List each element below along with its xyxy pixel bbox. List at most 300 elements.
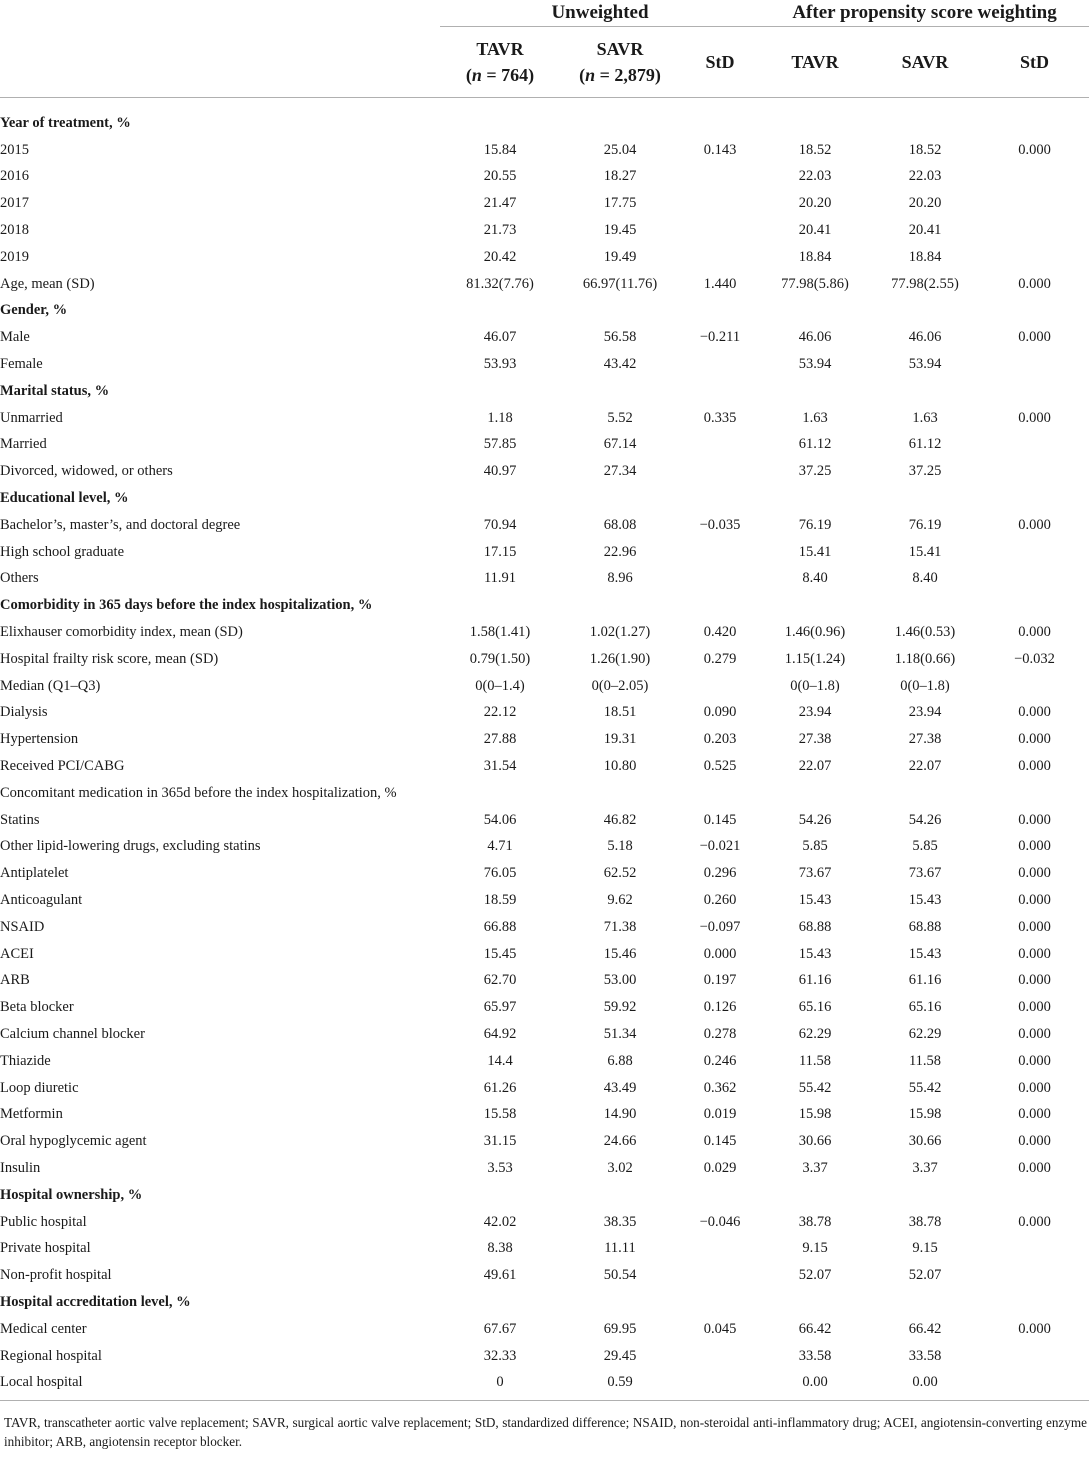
col-n: 764 [501,65,529,85]
col-label: SAVR [596,39,644,59]
table-row [0,1101,1089,1128]
table-row [0,914,1089,941]
table-cell: 27.88 [483,731,517,748]
table-cell: 8.40 [912,570,938,587]
table-cell: 9.15 [802,1240,828,1257]
row-label: Private hospital [0,1240,91,1257]
table-cell: 68.88 [798,918,832,935]
table-cell [760,485,870,512]
table-cell [870,298,980,325]
table-cell: 76.05 [483,865,517,882]
row-label: 2019 [0,248,29,265]
table-row [0,566,1089,593]
table-row [0,1262,1089,1289]
col-tavr-unweighted: TAVR (n = 764) [465,39,535,85]
table-cell: −0.097 [699,918,741,935]
table-cell: 0.000 [1018,1025,1051,1042]
table-cell: 64.92 [483,1025,517,1042]
table-cell: 20.20 [908,195,942,212]
table-row [0,378,1089,405]
table-cell [560,592,680,619]
table-cell [760,780,870,807]
table-row [0,485,1089,512]
table-cell: 0.279 [703,650,737,667]
table-row [0,941,1089,968]
table-row [0,298,1089,325]
table-cell: 3.53 [487,1159,513,1176]
table-cell: 0.525 [703,758,737,775]
table-cell: 0.045 [703,1320,737,1337]
table-cell: 1.18 [487,409,513,426]
row-label: Insulin [0,1159,41,1176]
table-cell: 77.98(5.86) [781,275,849,292]
table-cell: −0.046 [699,1213,741,1230]
table-cell: 30.66 [798,1133,832,1150]
table-cell: 46.06 [908,329,942,346]
table-cell: 15.58 [483,1106,517,1123]
table-cell [680,539,760,566]
table-cell [870,1182,980,1209]
row-label: Dialysis [0,704,48,721]
table-cell: 17.15 [483,543,517,560]
table-cell: 67.14 [603,436,637,453]
table-cell: 15.41 [908,543,942,560]
table-row [0,619,1089,646]
table-cell: 20.41 [908,222,942,239]
table-cell: 8.96 [607,570,633,587]
table-cell: 38.35 [603,1213,637,1230]
table-cell: 52.07 [798,1267,832,1284]
table-cell [760,592,870,619]
table-cell [680,217,760,244]
table-cell: 0.000 [1018,892,1051,908]
row-label: Hypertension [0,731,79,748]
section-label: Educational level, % [0,490,129,507]
col-std-unweighted: StD [705,52,735,72]
table-cell: 4.71 [487,838,513,855]
table-cell: 20.55 [483,168,517,185]
table-row [0,1075,1089,1102]
table-cell: 11.58 [798,1052,832,1069]
table-cell: 9.15 [912,1240,938,1257]
table-cell: 0.000 [1018,1052,1051,1069]
row-label: High school graduate [0,543,125,560]
table-cell: 21.73 [483,222,517,239]
table-cell [980,1369,1089,1400]
table-cell: 15.43 [908,892,942,908]
table-cell: 0.000 [1018,275,1051,292]
table-cell: 1.18(0.66) [894,650,956,667]
table-cell [560,110,680,137]
table-row [0,405,1089,432]
table-cell: 0.145 [703,811,737,828]
table-cell [680,1182,760,1209]
table-cell [980,673,1089,700]
table-cell: 43.42 [603,356,637,373]
table-cell: 27.38 [908,731,942,748]
table-cell: 19.31 [603,731,637,748]
table-cell: 62.70 [483,972,517,989]
table-cell: 11.58 [908,1052,942,1069]
table-cell: 0.000 [1018,329,1051,346]
table-cell [870,485,980,512]
table-cell: 1.58(1.41) [469,624,531,641]
table-cell: 32.33 [483,1347,517,1364]
row-label: Loop diuretic [0,1079,79,1096]
table-cell [680,164,760,191]
table-cell [680,1289,760,1316]
col-savr-unweighted: SAVR (n = 2,879) [579,39,661,85]
table-cell: 10.80 [603,758,637,775]
table-cell: 15.45 [483,945,517,962]
row-label: Concomitant medication in 365d before the index hospitalization, % [0,784,397,801]
table-cell: 0.126 [703,999,737,1016]
table-cell: 0.000 [1018,918,1051,935]
table-cell: 31.15 [483,1133,517,1150]
table-cell: 61.12 [798,436,832,453]
row-label: Bachelor’s, master’s, and doctoral degree [0,516,241,533]
table-cell: 1.63 [912,409,938,426]
table-cell [870,1289,980,1316]
col-savr-weighted: SAVR [901,52,949,72]
table-cell: 54.26 [908,811,942,828]
table-cell: 33.58 [908,1347,942,1364]
table-cell: 0.00 [802,1374,828,1391]
table-cell: 61.12 [908,436,942,453]
table-cell [680,1235,760,1262]
col-n: 2,879 [614,65,655,85]
table-cell: 57.85 [483,436,517,453]
table-cell: 19.45 [603,222,637,239]
table-cell: 33.58 [798,1347,832,1364]
table-cell [440,378,560,405]
table-cell: 37.25 [908,463,942,480]
table-row [0,646,1089,673]
table-cell: 0.000 [1018,945,1051,962]
row-label: Local hospital [0,1374,83,1391]
table-cell [980,485,1089,512]
row-label: Hospital frailty risk score, mean (SD) [0,650,219,667]
table-cell: 18.84 [798,248,832,265]
table-cell: 68.88 [908,918,942,935]
table-cell: 27.34 [603,463,637,480]
table-cell: 15.98 [798,1106,832,1123]
table-cell [680,780,760,807]
row-label: Unmarried [0,409,63,426]
table-cell: 20.20 [798,195,832,212]
table-cell: 0.000 [1018,731,1051,748]
table-cell: 0.000 [1018,865,1051,882]
table-cell: 0.362 [703,1079,737,1096]
table-cell: 53.94 [908,356,942,373]
table-row [0,1343,1089,1370]
table-cell: 0.000 [1018,141,1051,158]
table-cell [440,592,560,619]
table-cell: 23.94 [908,704,942,721]
row-label: Statins [0,811,40,828]
header-blank [0,0,440,27]
table-cell: 1.02(1.27) [589,624,651,641]
table-cell [980,592,1089,619]
table-cell: 22.03 [908,168,942,185]
table-cell: 18.84 [908,248,942,265]
table-cell [760,1182,870,1209]
table-cell [980,1182,1089,1209]
table-cell [760,1289,870,1316]
table-cell: 38.78 [908,1213,942,1230]
row-label: Received PCI/CABG [0,758,125,775]
table-cell: 40.97 [483,463,517,480]
table-cell: 66.42 [908,1320,942,1337]
table-row [0,164,1089,191]
table-cell: 50.54 [603,1267,637,1284]
section-label: Year of treatment, % [0,114,131,131]
table-cell [560,378,680,405]
group-weighted: After propensity score weighting [760,0,1089,27]
table-cell: 18.27 [603,168,637,185]
table-cell: 5.18 [607,838,633,855]
table-row [0,244,1089,271]
table-cell: 0.000 [1018,1133,1051,1150]
col-std-weighted: StD [1020,52,1050,72]
header-blank [0,27,440,98]
table-row [0,780,1089,807]
table-row [0,1021,1089,1048]
table-cell: 6.88 [607,1052,633,1069]
table-cell [980,298,1089,325]
table-cell [680,1262,760,1289]
table-cell: 0.79(1.50) [469,650,531,667]
table-cell: 11.91 [483,570,517,587]
table-cell: 73.67 [798,865,832,882]
table-cell [560,1182,680,1209]
table-row [0,458,1089,485]
table-row [0,190,1089,217]
table-cell [440,298,560,325]
table-cell [680,673,760,700]
table-cell: 43.49 [603,1079,637,1096]
table-cell [980,539,1089,566]
table-cell: 66.42 [798,1320,832,1337]
table-cell: 67.67 [483,1320,517,1337]
table-cell [870,110,980,137]
row-label: Elixhauser comorbidity index, mean (SD) [0,624,243,641]
table-cell: −0.211 [699,329,741,346]
section-label: Gender, % [0,302,68,319]
table-cell: 22.12 [483,704,517,721]
table-cell: 5.85 [912,838,938,855]
table-cell: 30.66 [908,1133,942,1150]
row-label: 2016 [0,168,29,185]
table-cell: 15.43 [908,945,942,962]
table-cell: 70.94 [483,516,517,533]
table-cell: 22.07 [908,758,942,775]
table-row [0,700,1089,727]
table-cell: 81.32(7.76) [466,275,534,292]
table-cell: 0.019 [703,1106,737,1123]
table-cell: 24.66 [603,1133,637,1150]
table-row [0,110,1089,137]
table-cell: 17.75 [603,195,637,212]
header-group-row [0,0,1089,27]
table-cell: 59.92 [603,999,637,1016]
table-cell: 0.000 [1018,516,1051,533]
table-cell: 0.197 [703,972,737,989]
table-cell: 18.59 [483,892,517,908]
table-cell [680,110,760,137]
table-cell: 56.58 [603,329,637,346]
table-row [0,137,1089,164]
table-cell [980,110,1089,137]
row-label: NSAID [0,918,45,935]
table-row [0,860,1089,887]
table-row [0,673,1089,700]
table-cell: 14.4 [487,1052,513,1069]
table-cell [440,1182,560,1209]
table-cell: 0(0–1.4) [475,677,525,694]
table-cell: 66.97(11.76) [582,275,658,292]
table-cell: 37.25 [798,463,832,480]
table-cell: 8.40 [802,570,828,587]
table-cell: 0.000 [1018,1159,1051,1176]
table-cell [760,378,870,405]
table-cell: 46.07 [483,329,517,346]
table-cell: 49.61 [483,1267,517,1284]
table-cell [560,1289,680,1316]
table-cell: 18.52 [908,141,942,158]
table-cell: 22.07 [798,758,832,775]
table-cell [980,432,1089,459]
row-label: 2015 [0,141,29,158]
table-cell [980,1235,1089,1262]
table-cell: 14.90 [603,1106,637,1123]
table-cell: 68.08 [603,516,637,533]
table-row [0,271,1089,298]
table-cell: 46.06 [798,329,832,346]
table-cell: 0.335 [703,409,737,426]
table-cell: 0.000 [1018,838,1051,855]
table-cell: 0.000 [1018,409,1051,426]
table-cell: 38.78 [798,1213,832,1230]
row-label: Regional hospital [0,1347,102,1364]
table-cell: 46.82 [603,811,637,828]
row-label: Beta blocker [0,999,74,1016]
table-cell: 71.38 [603,918,637,935]
table-cell: 0(0–1.8) [900,677,950,694]
table-cell [680,190,760,217]
table-cell: 0.00 [912,1374,938,1391]
col-label: TAVR [476,39,524,59]
table-row [0,834,1089,861]
row-label: Non-profit hospital [0,1267,112,1284]
table-cell: 54.26 [798,811,832,828]
table-cell [980,1262,1089,1289]
row-label: 2018 [0,222,29,239]
table-row [0,887,1089,914]
table-cell [680,432,760,459]
table-cell: 8.38 [487,1240,513,1257]
table-cell: 42.02 [483,1213,517,1230]
table-row [0,1128,1089,1155]
table-cell: 0 [496,1374,504,1391]
table-cell: 62.29 [908,1025,942,1042]
table-cell: 5.85 [802,838,828,855]
table-cell: 0.143 [703,141,737,158]
table-cell: 9.62 [607,892,633,908]
table-cell: 0.145 [703,1133,737,1150]
table-cell: 1.440 [703,275,737,292]
table-cell [870,780,980,807]
table-cell: 3.02 [607,1159,633,1176]
table-cell: 76.19 [908,516,942,533]
table-cell: 0.278 [703,1025,737,1042]
table-cell [440,780,560,807]
table-cell: 21.47 [483,195,517,212]
table-cell: 27.38 [798,731,832,748]
table-cell: 0.246 [703,1052,737,1069]
table-cell: 0.000 [1018,1106,1051,1123]
table-cell: 0.000 [1018,758,1051,775]
table-cell: 69.95 [603,1320,637,1337]
table-cell: 65.97 [483,999,517,1016]
table-row [0,592,1089,619]
table-cell: 0.203 [703,731,737,748]
table-cell [980,164,1089,191]
table-cell: 29.45 [603,1347,637,1364]
table-cell: 15.43 [798,892,832,908]
table-cell: 61.26 [483,1079,517,1096]
table-cell: 31.54 [483,758,517,775]
table-row [0,1235,1089,1262]
table-cell: 53.00 [603,972,637,989]
table-row [0,539,1089,566]
table-cell [680,244,760,271]
table-cell [680,592,760,619]
table-cell [680,351,760,378]
table-cell [980,244,1089,271]
table-row [0,1182,1089,1209]
table-cell: 11.11 [604,1240,636,1257]
table-cell [980,566,1089,593]
table-cell [980,1289,1089,1316]
table-row [0,512,1089,539]
table-cell: 0.000 [1018,1320,1051,1337]
table-cell [870,378,980,405]
section-label: Marital status, % [0,382,110,399]
table-cell: 73.67 [908,865,942,882]
table-cell: 0.000 [1018,972,1051,989]
row-label: Male [0,329,30,346]
row-label: Thiazide [0,1052,51,1069]
table-cell: 18.51 [603,704,637,721]
table-row [0,1209,1089,1236]
table-cell [440,485,560,512]
table-cell: 55.42 [798,1079,832,1096]
row-label: Divorced, widowed, or others [0,463,173,480]
table-cell: 22.96 [603,543,637,560]
row-label: Others [0,570,39,587]
table-cell: 76.19 [798,516,832,533]
table-cell: 5.52 [607,409,633,426]
table-cell [680,1369,760,1400]
table-cell: 3.37 [802,1159,828,1176]
table-cell [980,217,1089,244]
table-cell: 65.16 [798,999,832,1016]
table-cell: 0.000 [1018,1079,1051,1096]
table-cell [760,298,870,325]
table-cell: 66.88 [483,918,517,935]
table-row [0,753,1089,780]
